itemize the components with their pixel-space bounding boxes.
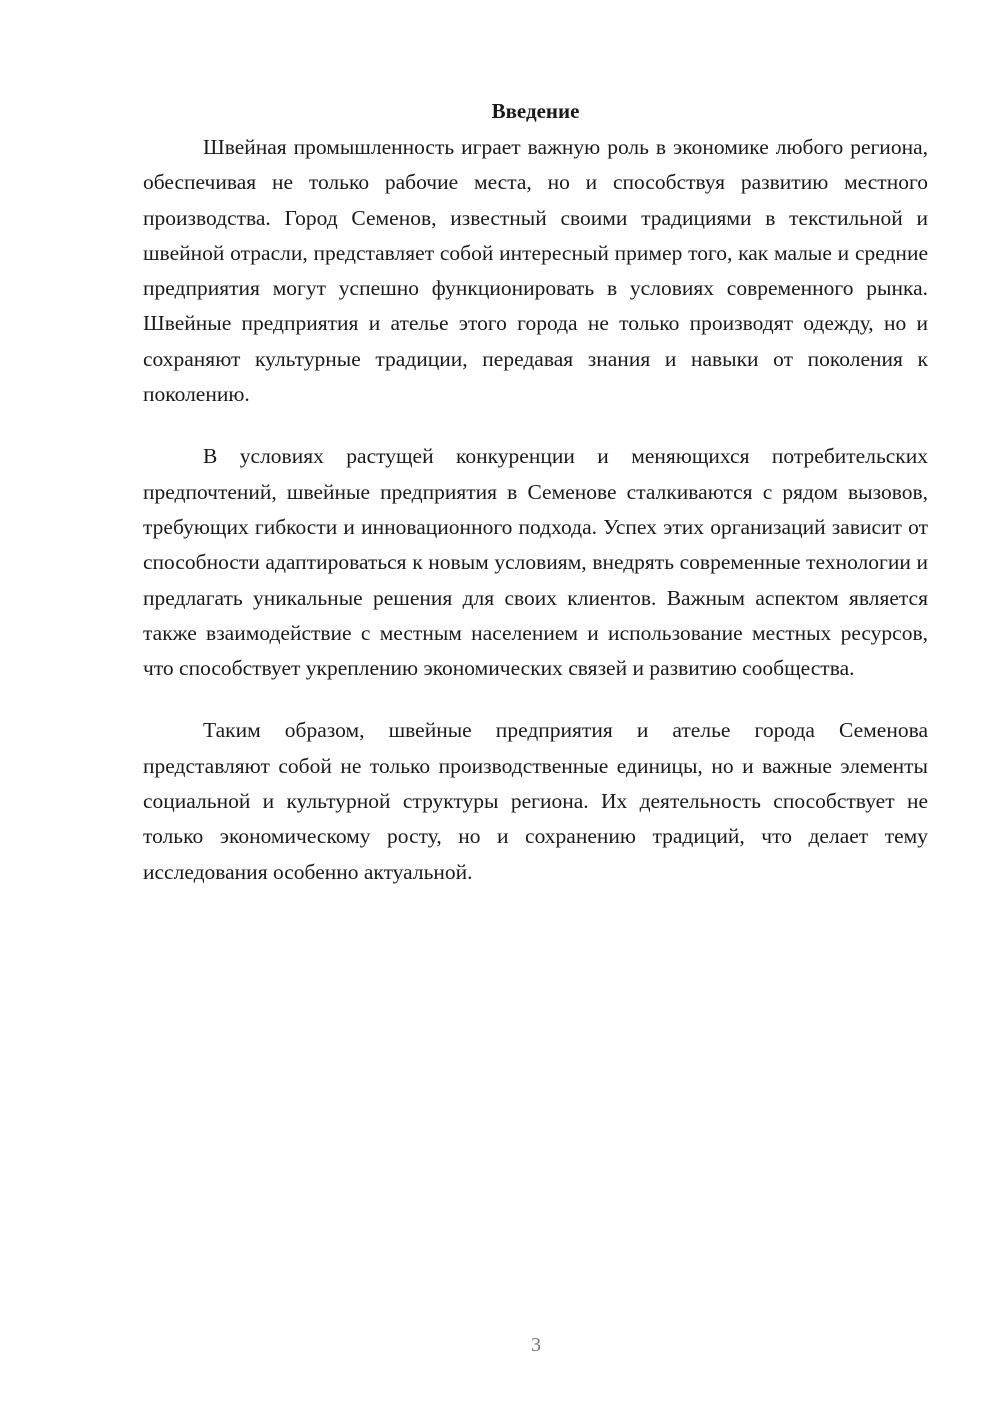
paragraph-3: Таким образом, швейные предприятия и ателье города Семенова представляют собой не только производственные единицы, но и важные элементы социальной и культурной структуры региона. Их деятельность способствует не только экономическому росту, но и сохранению традиций, что делает тему исследования особенно актуальной. — [143, 718, 928, 884]
paragraph-1: Швейная промышленность играет важную роль в экономике любого региона, обеспечивая не только рабочие места, но и способствуя развитию местного производства. Город Семенов, известный своими традициями в текстильной и швейной отрасли, представляет собой интересный пример того, как малые и средние предприятия могут успешно функционировать в условиях современного рынка. Швейные предприятия и ателье этого города не только производят одежду, но и сохраняют культурные традиции, передавая знания и навыки от поколения к поколению. — [143, 135, 928, 407]
paragraph-2: В условиях растущей конкуренции и меняющихся потребительских предпочтений, швейные предприятия в Семенове сталкиваются с рядом вызовов, требующих гибкости и инновационного подхода. Успех этих организаций зависит от способности адаптироваться к новым условиям, внедрять современные технологии и предлагать уникальные решения для своих клиентов. Важным аспектом является также взаимодействие с местным населением и использование местных ресурсов, что способствует укреплению экономических связей и развитию сообщества. — [143, 444, 928, 681]
page-number: 3 — [531, 1334, 541, 1356]
page-body — [143, 96, 928, 917]
section-heading: Введение — [491, 99, 580, 123]
